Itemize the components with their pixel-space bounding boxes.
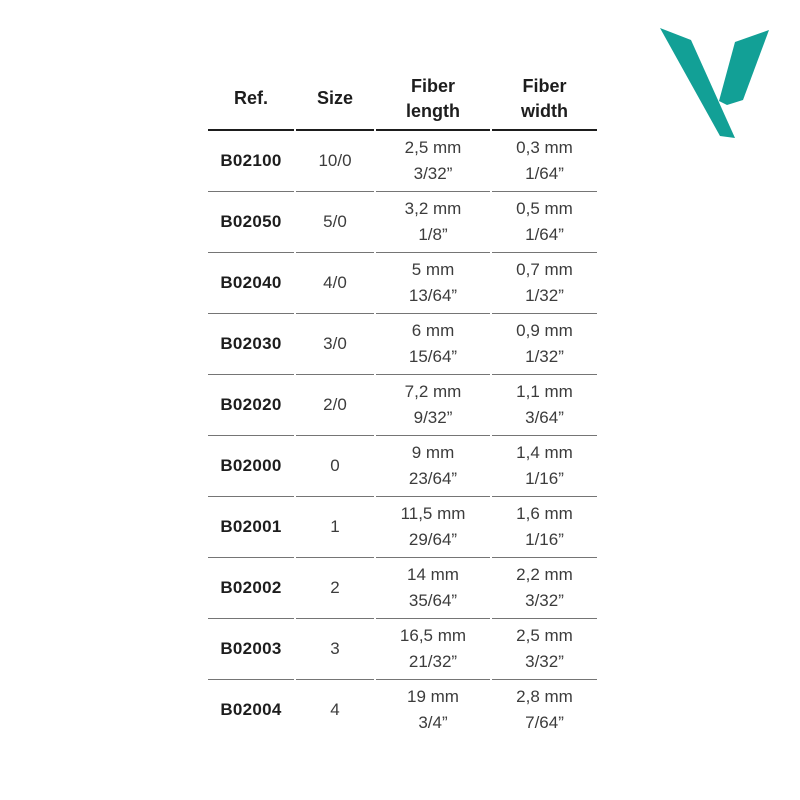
table-header	[208, 68, 597, 131]
table-row	[208, 192, 597, 253]
header-ref-label: Ref.	[233, 88, 268, 108]
ref-cell: B02001	[208, 497, 294, 558]
fiber-width-inch: 1/32”	[525, 347, 564, 366]
header-ref	[208, 68, 294, 131]
fiber-spec-table	[206, 68, 599, 740]
fiber-width-inch: 1/32”	[525, 286, 564, 305]
fiber-width-mm: 0,5 mm	[516, 199, 573, 218]
fiber-width-inch: 3/32”	[525, 591, 564, 610]
header-fiber-length-line2: length	[406, 100, 460, 121]
size-cell: 1	[296, 497, 374, 558]
fiber-width-mm: 1,4 mm	[516, 443, 573, 462]
table-row	[208, 558, 597, 619]
header-fiber-length	[376, 68, 490, 131]
table-row	[208, 619, 597, 680]
fiber-length-inch: 1/8”	[418, 225, 448, 244]
fiber-width-inch: 3/32”	[525, 652, 564, 671]
size-cell: 10/0	[296, 131, 374, 192]
fiber-length-cell	[376, 131, 490, 192]
fiber-width-mm: 1,6 mm	[516, 504, 573, 523]
fiber-length-cell	[376, 375, 490, 436]
fiber-width-cell	[492, 680, 597, 740]
fiber-width-inch: 1/16”	[525, 469, 564, 488]
fiber-length-mm: 14 mm	[407, 565, 459, 584]
fiber-length-mm: 6 mm	[411, 321, 455, 340]
fiber-width-cell	[492, 558, 597, 619]
ref-cell: B02002	[208, 558, 294, 619]
fiber-length-inch: 35/64”	[408, 591, 458, 610]
table-row	[208, 253, 597, 314]
table-row	[208, 680, 597, 740]
fiber-length-cell	[376, 680, 490, 740]
fiber-length-mm: 2,5 mm	[404, 138, 462, 157]
fiber-length-cell	[376, 436, 490, 497]
fiber-length-inch: 3/32”	[413, 164, 453, 183]
fiber-length-cell	[376, 497, 490, 558]
fiber-width-mm: 0,7 mm	[516, 260, 573, 279]
size-cell: 3/0	[296, 314, 374, 375]
ref-cell: B02030	[208, 314, 294, 375]
ref-cell: B02020	[208, 375, 294, 436]
fiber-length-mm: 19 mm	[407, 687, 459, 706]
table-row	[208, 314, 597, 375]
fiber-width-mm: 0,9 mm	[516, 321, 573, 340]
ref-cell: B02004	[220, 700, 282, 719]
fiber-width-inch: 3/64”	[525, 408, 564, 427]
logo-left-stroke	[660, 28, 735, 138]
fiber-width-cell	[492, 192, 597, 253]
size-cell: 4/0	[296, 253, 374, 314]
size-cell: 2	[296, 558, 374, 619]
header-fiber-width-line2: width	[521, 100, 568, 121]
fiber-length-cell	[376, 558, 490, 619]
fiber-width-cell	[492, 619, 597, 680]
ref-cell: B02100	[208, 131, 294, 192]
table-row	[208, 436, 597, 497]
table-row	[208, 497, 597, 558]
header-fiber-length-line1: Fiber	[410, 75, 455, 96]
fiber-length-inch: 3/4”	[418, 713, 448, 732]
fiber-length-inch: 23/64”	[408, 469, 458, 488]
brand-v-logo-icon	[657, 23, 775, 143]
table-row	[208, 375, 597, 436]
fiber-length-mm: 3,2 mm	[404, 199, 462, 218]
fiber-width-mm: 2,2 mm	[516, 565, 573, 584]
fiber-length-inch: 21/32”	[408, 652, 458, 671]
table-row	[208, 131, 597, 192]
header-fiber-width	[492, 68, 597, 131]
fiber-length-inch: 9/32”	[413, 408, 453, 427]
fiber-length-mm: 11,5 mm	[400, 504, 466, 523]
fiber-length-inch: 15/64”	[408, 347, 458, 366]
size-cell: 0	[296, 436, 374, 497]
header-size	[296, 68, 374, 131]
ref-cell: B02000	[208, 436, 294, 497]
logo-right-stroke	[719, 30, 769, 105]
fiber-length-mm: 16,5 mm	[399, 626, 467, 645]
fiber-width-cell	[492, 314, 597, 375]
fiber-width-cell	[492, 253, 597, 314]
fiber-width-cell	[492, 436, 597, 497]
fiber-length-cell	[376, 192, 490, 253]
fiber-width-cell	[492, 131, 597, 192]
size-cell: 4	[330, 700, 340, 719]
fiber-length-mm: 5 mm	[411, 260, 455, 279]
fiber-length-cell	[376, 253, 490, 314]
header-row	[208, 68, 597, 131]
fiber-width-mm: 0,3 mm	[516, 138, 573, 157]
fiber-width-inch: 1/16”	[525, 530, 564, 549]
fiber-length-cell	[376, 314, 490, 375]
fiber-length-inch: 13/64”	[408, 286, 458, 305]
fiber-width-mm: 1,1 mm	[516, 382, 573, 401]
fiber-width-inch: 7/64”	[525, 713, 564, 732]
fiber-length-inch: 29/64”	[408, 530, 458, 549]
fiber-width-cell	[492, 375, 597, 436]
size-cell: 5/0	[296, 192, 374, 253]
ref-cell: B02003	[208, 619, 294, 680]
table-body	[208, 131, 597, 740]
fiber-length-mm: 9 mm	[411, 443, 455, 462]
fiber-width-cell	[492, 497, 597, 558]
ref-cell: B02050	[208, 192, 294, 253]
header-size-label: Size	[316, 88, 354, 108]
size-cell: 2/0	[296, 375, 374, 436]
fiber-width-inch: 1/64”	[525, 164, 564, 183]
fiber-width-mm: 2,5 mm	[516, 626, 573, 645]
fiber-length-mm: 7,2 mm	[404, 382, 462, 401]
fiber-width-inch: 1/64”	[525, 225, 564, 244]
fiber-length-cell	[376, 619, 490, 680]
ref-cell: B02040	[208, 253, 294, 314]
fiber-width-mm: 2,8 mm	[516, 687, 573, 706]
size-cell: 3	[296, 619, 374, 680]
header-fiber-width-line1: Fiber	[522, 75, 567, 96]
